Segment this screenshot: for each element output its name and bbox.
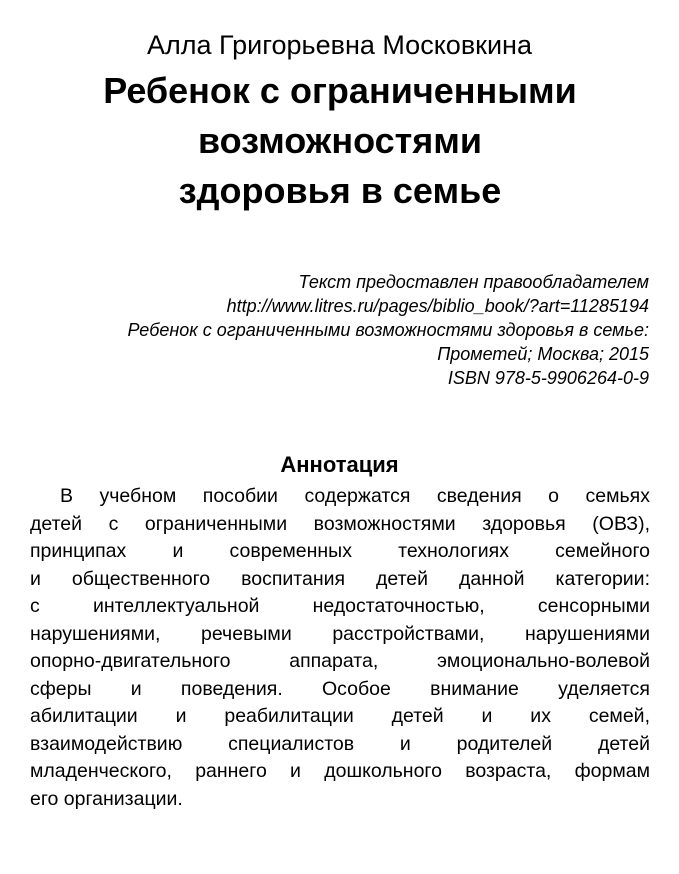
book-title	[30, 66, 650, 216]
rights-holder-note: Текст предоставлен правообладателем	[298, 272, 649, 292]
abstract-line: В учебном пособии содержатся сведения о семьях	[60, 485, 650, 507]
author-name: Алла Григорьевна Московкина	[147, 30, 532, 60]
title-line: здоровья в семье	[178, 170, 502, 211]
publisher-info: Прометей; Москва; 2015	[437, 344, 649, 364]
abstract-line: принципах и современных технологиях семейного	[30, 540, 650, 562]
abstract-line: с интеллектуальной недостаточностью, сенсорными	[30, 595, 650, 617]
isbn: ISBN 978-5-9906264-0-9	[447, 368, 649, 388]
book-reference: Ребенок с ограниченными возможностями здоровья в семье:	[127, 320, 649, 340]
abstract-line: нарушениями, речевыми расстройствами, нарушениями	[30, 622, 650, 645]
title-line: Ребенок с ограниченными	[103, 70, 577, 111]
abstract-line: и общественного воспитания детей данной категории:	[30, 567, 650, 590]
abstract-heading: Аннотация	[280, 452, 399, 477]
title-line: возможностями	[197, 120, 483, 161]
abstract-line: детей с ограниченными возможностями здоровья (ОВЗ),	[30, 512, 650, 535]
abstract-body	[30, 483, 650, 813]
abstract-line: его организации.	[30, 787, 183, 810]
abstract-line: сферы и поведения. Особое внимание уделяется	[30, 677, 650, 700]
abstract-line: абилитации и реабилитации детей и их семей,	[30, 705, 650, 727]
abstract-line: взаимодействию специалистов и родителей детей	[30, 732, 650, 755]
source-url: http://www.litres.ru/pages/biblio_book/?art=11285194	[226, 296, 649, 316]
abstract-line: опорно-двигательного аппарата, эмоционально-волевой	[30, 650, 650, 672]
publication-info	[29, 270, 649, 390]
abstract-line: младенческого, раннего и дошкольного возраста, формам	[30, 760, 650, 782]
